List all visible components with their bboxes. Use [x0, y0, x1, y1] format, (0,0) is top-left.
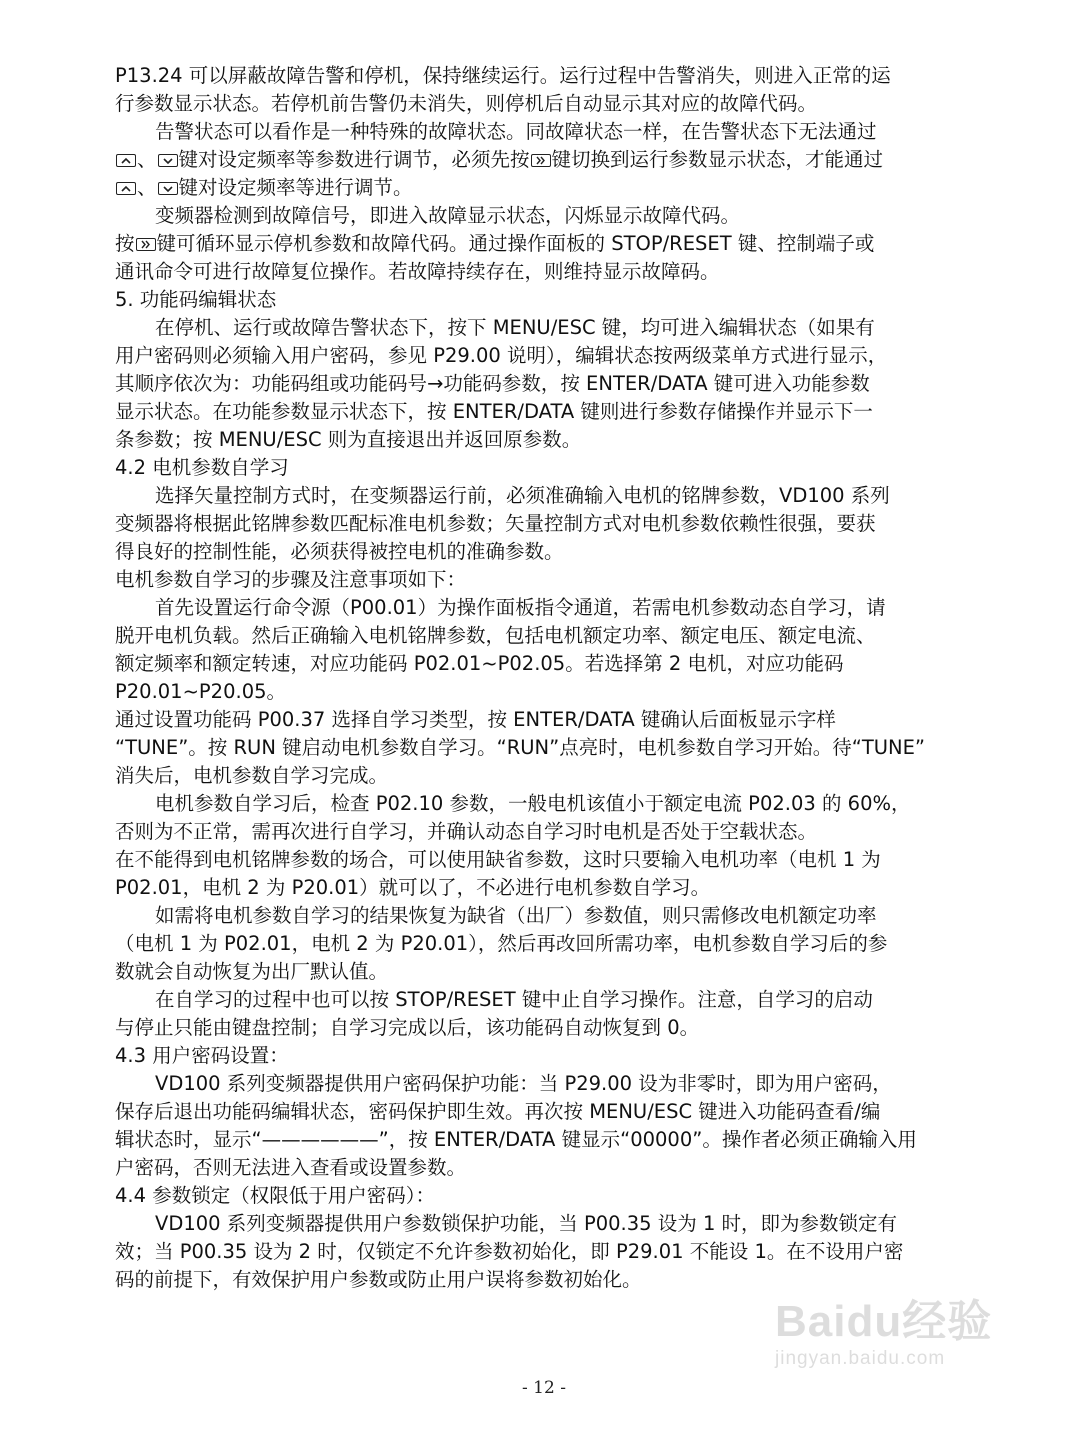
paragraph-line-with-keys: [115, 230, 975, 258]
paragraph-line: 得良好的控制性能，必须获得被控电机的准确参数。: [115, 540, 564, 563]
paragraph-line: （电机 1 为 P02.01，电机 2 为 P20.01），然后再改回所需功率，电机参数自学习后的参: [115, 932, 888, 955]
paragraph-line: 首先设置运行命令源（P00.01）为操作面板指令通道，若需电机参数动态自学习，请: [155, 596, 886, 619]
paragraph-line: 电机参数自学习的步骤及注意事项如下：: [115, 568, 467, 591]
paragraph-line: 码的前提下，有效保护用户参数或防止用户误将参数初始化。: [115, 1268, 642, 1291]
paragraph-line: 辑状态时，显示“——————”，按 ENTER/DATA 键显示“00000”。操作者必须正确输入用: [115, 1128, 917, 1151]
section-heading: 4.4 参数锁定（权限低于用户密码）：: [115, 1184, 435, 1207]
paragraph-line: 数就会自动恢复为出厂默认值。: [115, 960, 389, 983]
paragraph-line: 选择矢量控制方式时，在变频器运行前，必须准确输入电机的铭牌参数，VD100 系列: [155, 484, 890, 507]
paragraph-line: 电机参数自学习后，检查 P02.10 参数，一般电机该值小于额定电流 P02.03 的 60%，: [155, 792, 911, 815]
paragraph-line: 显示状态。在功能参数显示状态下，按 ENTER/DATA 键则进行参数存储操作并显示下一: [115, 400, 873, 423]
line-text: 键对设定频率等参数进行调节，必须先按: [178, 148, 530, 171]
paragraph-line: 与停止只能由键盘控制；自学习完成以后，该功能码自动恢复到 0。: [115, 1016, 700, 1039]
up-key-icon: [116, 182, 136, 195]
shift-key-icon: [531, 154, 551, 167]
line-text: 键切换到运行参数显示状态，才能通过: [551, 148, 884, 171]
paragraph-line: 保存后退出功能码编辑状态，密码保护即生效。再次按 MENU/ESC 键进入功能码查看/编: [115, 1100, 881, 1123]
paragraph-line: 行参数显示状态。若停机前告警仍未消失，则停机后自动显示其对应的故障代码。: [115, 92, 818, 115]
paragraph-line: 用户密码则必须输入用户密码，参见 P29.00 说明），编辑状态按两级菜单方式进行显示，: [115, 344, 888, 367]
paragraph-line-with-keys: [115, 174, 975, 202]
paragraph-line: 如需将电机参数自学习的结果恢复为缺省（出厂）参数值，则只需修改电机额定功率: [155, 904, 877, 927]
separator: 、: [137, 148, 157, 171]
section-heading: 4.3 用户密码设置：: [115, 1044, 289, 1067]
down-key-icon: [158, 182, 178, 195]
watermark-logo: Baidu经验: [775, 1297, 993, 1346]
paragraph-line: 通讯命令可进行故障复位操作。若故障持续存在，则维持显示故障码。: [115, 260, 720, 283]
paragraph-line: P02.01，电机 2 为 P20.01）就可以了，不必进行电机参数自学习。: [115, 876, 711, 899]
line-text: 键对设定频率等进行调节。: [178, 176, 413, 199]
watermark-url: jingyan.baidu.com: [775, 1348, 946, 1369]
paragraph-line: 消失后，电机参数自学习完成。: [115, 764, 389, 787]
paragraph-line: 变频器检测到故障信号，即进入故障显示状态，闪烁显示故障代码。: [155, 204, 741, 227]
paragraph-line: 其顺序依次为：功能码组或功能码号→功能码参数，按 ENTER/DATA 键可进入功能参数: [115, 372, 870, 395]
up-key-icon: [116, 154, 136, 167]
paragraph-line: 通过设置功能码 P00.37 选择自学习类型，按 ENTER/DATA 键确认后面板显示字样: [115, 708, 836, 731]
paragraph-line: 额定频率和额定转速，对应功能码 P02.01~P02.05。若选择第 2 电机，对应功能码: [115, 652, 844, 675]
paragraph-line-with-keys: [115, 146, 975, 174]
paragraph-line: VD100 系列变频器提供用户参数锁保护功能，当 P00.35 设为 1 时，即为参数锁定有: [155, 1212, 898, 1235]
document-body: [115, 62, 975, 1294]
paragraph-line: VD100 系列变频器提供用户密码保护功能：当 P29.00 设为非零时，即为用户密码，: [155, 1072, 892, 1095]
paragraph-line: 效；当 P00.35 设为 2 时，仅锁定不允许参数初始化，即 P29.01 不能设 1。在不设用户密: [115, 1240, 904, 1263]
paragraph-line: P20.01~P20.05。: [115, 680, 287, 703]
section-heading: 4.2 电机参数自学习: [115, 456, 289, 479]
page-number: - 12 -: [522, 1378, 566, 1398]
paragraph-line: P13.24 可以屏蔽故障告警和停机，保持继续运行。运行过程中告警消失，则进入正常的运: [115, 64, 891, 87]
paragraph-line: 变频器将根据此铭牌参数匹配标准电机参数；矢量控制方式对电机参数依赖性很强，要获: [115, 512, 876, 535]
shift-key-icon: [136, 238, 156, 251]
paragraph-line: 条参数；按 MENU/ESC 则为直接退出并返回原参数。: [115, 428, 582, 451]
section-heading: 5. 功能码编辑状态: [115, 288, 277, 311]
paragraph-line: 在自学习的过程中也可以按 STOP/RESET 键中止自学习操作。注意，自学习的启动: [155, 988, 873, 1011]
paragraph-line: 在停机、运行或故障告警状态下，按下 MENU/ESC 键，均可进入编辑状态（如果有: [155, 316, 875, 339]
separator: 、: [137, 176, 157, 199]
line-text: 键可循环显示停机参数和故障代码。通过操作面板的 STOP/RESET 键、控制端子或: [156, 232, 875, 255]
paragraph-line: 告警状态可以看作是一种特殊的故障状态。同故障状态一样，在告警状态下无法通过: [155, 120, 877, 143]
paragraph-line: 否则为不正常，需再次进行自学习，并确认动态自学习时电机是否处于空载状态。: [115, 820, 818, 843]
line-text: 按: [115, 232, 135, 255]
paragraph-line: 在不能得到电机铭牌参数的场合，可以使用缺省参数，这时只要输入电机功率（电机 1 为: [115, 848, 881, 871]
paragraph-line: 脱开电机负载。然后正确输入电机铭牌参数，包括电机额定功率、额定电压、额定电流、: [115, 624, 876, 647]
paragraph-line: “TUNE”。按 RUN 键启动电机参数自学习。“RUN”点亮时，电机参数自学习开始。待“TUNE”: [115, 736, 926, 759]
paragraph-line: 户密码，否则无法进入查看或设置参数。: [115, 1156, 467, 1179]
down-key-icon: [158, 154, 178, 167]
